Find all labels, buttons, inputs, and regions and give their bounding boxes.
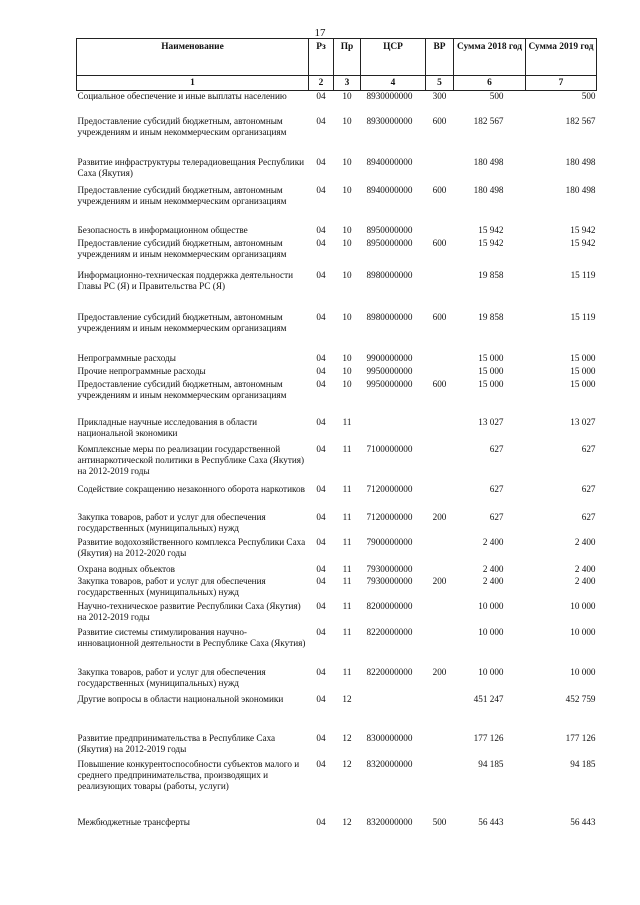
- cell-s19: 15 942: [570, 224, 596, 235]
- table-row: [77, 185, 597, 225]
- cell-name: Предоставление субсидий бюджетным, автономным учреждениям и иным некоммерческим организациям: [77, 184, 287, 206]
- cell-name: Закупка товаров, работ и услуг для обеспечения государственных (муниципальных) нужд: [77, 511, 266, 533]
- cell-pr: 11: [342, 626, 352, 637]
- cell-rz: 04: [316, 269, 326, 280]
- cell-name: Развитие инфраструктуры телерадиовещания Республики Саха (Якутия): [77, 156, 305, 178]
- cell-s19: 15 000: [570, 378, 596, 389]
- cell-pr: 12: [342, 816, 352, 827]
- cell-vr: [426, 733, 454, 759]
- header-sum-2018: Сумма 2018 год: [454, 39, 526, 76]
- cell-s19: 10 000: [570, 666, 596, 677]
- cell-s18: 180 498: [473, 156, 504, 167]
- cell-s19: 627: [581, 511, 596, 522]
- table-row: [77, 353, 597, 366]
- cell-pr: 11: [342, 536, 352, 547]
- column-number: 5: [426, 76, 454, 91]
- cell-vr: 300: [432, 91, 447, 101]
- cell-csr: 8220000000: [366, 626, 413, 637]
- cell-name: Прочие непрограммные расходы: [77, 365, 206, 376]
- cell-csr: 7900000000: [366, 536, 413, 547]
- table-row: [77, 564, 597, 576]
- cell-name: Информационно-техническая поддержка деятельности Главы РС (Я) и Правительства РС (Я): [77, 269, 294, 291]
- cell-rz: 04: [316, 115, 326, 126]
- cell-vr: 200: [432, 575, 447, 586]
- cell-vr: 200: [432, 511, 447, 522]
- cell-csr: 8950000000: [366, 224, 413, 235]
- header-pr: Пр: [334, 39, 361, 76]
- cell-rz: 04: [316, 563, 326, 574]
- cell-rz: 04: [316, 224, 326, 235]
- table-row: [77, 91, 597, 116]
- cell-s18: 451 247: [473, 693, 504, 704]
- cell-name: Предоставление субсидий бюджетным, автономным учреждениям и иным некоммерческим организациям: [77, 115, 287, 137]
- column-number-row: [77, 76, 597, 91]
- table-row: [77, 537, 597, 564]
- cell-vr: 600: [432, 184, 447, 195]
- cell-name: Другие вопросы в области национальной экономики: [77, 693, 284, 704]
- cell-pr: 12: [342, 732, 352, 743]
- cell-s18: 19 858: [478, 311, 504, 322]
- cell-csr: 7100000000: [366, 443, 413, 454]
- cell-pr: 11: [342, 511, 352, 522]
- cell-vr: 600: [432, 378, 447, 389]
- cell-vr: 500: [432, 816, 447, 827]
- cell-vr: [426, 417, 454, 444]
- table-row: [77, 759, 597, 817]
- column-number: 1: [77, 76, 309, 91]
- cell-vr: [426, 759, 454, 817]
- cell-s19: 627: [581, 483, 596, 494]
- cell-vr: [426, 564, 454, 576]
- budget-table: [76, 38, 597, 837]
- table-row: [77, 366, 597, 379]
- cell-s19: 182 567: [565, 115, 596, 126]
- cell-pr: 10: [342, 156, 352, 167]
- cell-s19: 15 942: [570, 237, 596, 248]
- cell-s18: 627: [489, 483, 504, 494]
- cell-name: Социальное обеспечение и иные выплаты населению: [77, 91, 287, 101]
- cell-pr: 10: [342, 352, 352, 363]
- cell-s18: 94 185: [478, 758, 504, 769]
- cell-rz: 04: [316, 626, 326, 637]
- cell-vr: [426, 225, 454, 238]
- cell-csr: 8940000000: [366, 156, 413, 167]
- cell-name: Повышение конкурентоспособности субъектов малого и среднего предпринимательства, производящих и реализующих товары (работы, услуги): [77, 758, 300, 791]
- cell-s18: 13 027: [478, 416, 504, 427]
- table-row: [77, 225, 597, 238]
- header-sum-2019: Сумма 2019 год: [526, 39, 597, 76]
- cell-s18: 15 942: [478, 224, 504, 235]
- cell-s19: 15 000: [570, 352, 596, 363]
- cell-rz: 04: [316, 600, 326, 611]
- column-number: 6: [454, 76, 526, 91]
- header-vr: ВР: [426, 39, 454, 76]
- cell-s19: 15 119: [570, 269, 596, 280]
- cell-pr: 10: [342, 224, 352, 235]
- cell-s18: 10 000: [478, 666, 504, 677]
- cell-csr: 8300000000: [366, 732, 413, 743]
- header-name: Наименование: [77, 39, 309, 76]
- cell-name: Развитие водохозяйственного комплекса Республики Саха (Якутия) на 2012-2020 годы: [77, 536, 306, 558]
- cell-pr: 12: [342, 693, 352, 704]
- cell-pr: 11: [342, 563, 352, 574]
- cell-csr: 8200000000: [366, 600, 413, 611]
- table-row: [77, 312, 597, 353]
- cell-pr: 11: [342, 443, 352, 454]
- cell-rz: 04: [316, 184, 326, 195]
- cell-csr: 9900000000: [366, 352, 413, 363]
- cell-name: Охрана водных объектов: [77, 563, 175, 574]
- cell-vr: [426, 627, 454, 667]
- cell-rz: 04: [316, 91, 326, 101]
- cell-rz: 04: [316, 758, 326, 769]
- cell-csr: 8980000000: [366, 311, 413, 322]
- cell-s19: 10 000: [570, 626, 596, 637]
- table-row: [77, 817, 597, 837]
- cell-s19: 10 000: [570, 600, 596, 611]
- column-number: 3: [334, 76, 361, 91]
- cell-rz: 04: [316, 352, 326, 363]
- cell-rz: 04: [316, 536, 326, 547]
- cell-s18: 15 000: [478, 365, 504, 376]
- cell-s18: 2 400: [482, 536, 504, 547]
- cell-vr: [426, 694, 454, 733]
- header-csr: ЦСР: [361, 39, 426, 76]
- cell-pr: 10: [342, 237, 352, 248]
- table-row: [77, 417, 597, 444]
- cell-rz: 04: [316, 511, 326, 522]
- cell-csr: 7930000000: [366, 575, 413, 586]
- cell-rz: 04: [316, 693, 326, 704]
- cell-pr: 10: [342, 378, 352, 389]
- cell-vr: [426, 157, 454, 185]
- table-row: [77, 444, 597, 484]
- cell-csr: 8940000000: [366, 184, 413, 195]
- table-row: [77, 157, 597, 185]
- cell-pr: 11: [342, 416, 352, 427]
- column-number: 2: [309, 76, 334, 91]
- cell-s18: 180 498: [473, 184, 504, 195]
- table-row: [77, 238, 597, 270]
- cell-s18: 56 443: [478, 816, 504, 827]
- table-row: [77, 576, 597, 601]
- cell-s18: 627: [489, 511, 504, 522]
- cell-csr: [361, 694, 426, 733]
- cell-rz: 04: [316, 416, 326, 427]
- cell-rz: 04: [316, 156, 326, 167]
- cell-name: Предоставление субсидий бюджетным, автономным учреждениям и иным некоммерческим организациям: [77, 311, 287, 333]
- table-row: [77, 512, 597, 537]
- cell-pr: 11: [342, 666, 352, 677]
- cell-s18: 2 400: [482, 563, 504, 574]
- cell-s19: 56 443: [570, 816, 596, 827]
- cell-s18: 2 400: [482, 575, 504, 586]
- cell-s19: 2 400: [574, 575, 596, 586]
- cell-pr: 11: [342, 575, 352, 586]
- cell-s18: 627: [489, 443, 504, 454]
- header-rz: Рз: [309, 39, 334, 76]
- cell-s18: 15 000: [478, 352, 504, 363]
- cell-vr: 200: [432, 666, 447, 677]
- cell-name: Закупка товаров, работ и услуг для обеспечения государственных (муниципальных) нужд: [77, 575, 266, 597]
- cell-s19: 177 126: [565, 732, 596, 743]
- page-number: 17: [314, 27, 326, 39]
- cell-s19: 627: [581, 443, 596, 454]
- cell-vr: 600: [432, 237, 447, 248]
- table-row: [77, 694, 597, 733]
- cell-s19: 2 400: [574, 536, 596, 547]
- cell-csr: 8220000000: [366, 666, 413, 677]
- cell-pr: 11: [342, 483, 352, 494]
- column-number: 4: [361, 76, 426, 91]
- cell-vr: [426, 537, 454, 564]
- cell-rz: 04: [316, 483, 326, 494]
- cell-s19: 180 498: [565, 184, 596, 195]
- cell-s18: 10 000: [478, 600, 504, 611]
- cell-pr: 10: [342, 91, 352, 101]
- cell-rz: 04: [316, 575, 326, 586]
- cell-s19: 15 119: [570, 311, 596, 322]
- cell-rz: 04: [316, 816, 326, 827]
- cell-name: Непрограммные расходы: [77, 352, 176, 363]
- cell-csr: 9950000000: [366, 378, 413, 389]
- cell-s18: 15 942: [478, 237, 504, 248]
- cell-name: Развитие системы стимулирования научно-инновационной деятельности в Республике Саха (Якутия): [77, 626, 306, 648]
- cell-name: Закупка товаров, работ и услуг для обеспечения государственных (муниципальных) нужд: [77, 666, 266, 688]
- cell-s19: 13 027: [570, 416, 596, 427]
- table-row: [77, 116, 597, 157]
- cell-pr: 10: [342, 115, 352, 126]
- cell-name: Научно-техническое развитие Республики Саха (Якутия) на 2012-2019 годы: [77, 600, 301, 622]
- cell-vr: 600: [432, 115, 447, 126]
- cell-rz: 04: [316, 237, 326, 248]
- cell-s18: 15 000: [478, 378, 504, 389]
- cell-vr: 600: [432, 311, 447, 322]
- table-row: [77, 733, 597, 759]
- cell-rz: 04: [316, 443, 326, 454]
- cell-name: Предоставление субсидий бюджетным, автономным учреждениям и иным некоммерческим организациям: [77, 237, 287, 259]
- cell-rz: 04: [316, 732, 326, 743]
- cell-vr: [426, 270, 454, 312]
- cell-vr: [426, 601, 454, 627]
- cell-name: Предоставление субсидий бюджетным, автономным учреждениям и иным некоммерческим организациям: [77, 378, 287, 400]
- cell-csr: 8980000000: [366, 269, 413, 280]
- cell-s18: 500: [489, 91, 504, 101]
- cell-name: Прикладные научные исследования в области национальной экономики: [77, 416, 257, 438]
- cell-name: Комплексные меры по реализации государственной антинаркотической политики в Республике Саха (Якутия) на 2012-2019 годы: [77, 443, 305, 476]
- cell-csr: 7930000000: [366, 563, 413, 574]
- cell-csr: 8930000000: [366, 91, 413, 101]
- cell-vr: [426, 353, 454, 366]
- table-row: [77, 270, 597, 312]
- cell-s18: 182 567: [473, 115, 504, 126]
- cell-csr: 8320000000: [366, 758, 413, 769]
- cell-rz: 04: [316, 365, 326, 376]
- cell-s19: 452 759: [565, 693, 596, 704]
- cell-s19: 15 000: [570, 365, 596, 376]
- table-row: [77, 627, 597, 667]
- cell-s19: 2 400: [574, 563, 596, 574]
- cell-pr: 10: [342, 269, 352, 280]
- table-row: [77, 667, 597, 694]
- cell-csr: 7120000000: [366, 483, 413, 494]
- cell-pr: 10: [342, 184, 352, 195]
- cell-rz: 04: [316, 378, 326, 389]
- cell-pr: 10: [342, 311, 352, 322]
- cell-name: Межбюджетные трансферты: [77, 816, 190, 827]
- cell-rz: 04: [316, 311, 326, 322]
- cell-csr: 9950000000: [366, 365, 413, 376]
- header-row: [77, 39, 597, 76]
- cell-name: Содействие сокращению незаконного оборота наркотиков: [77, 483, 305, 494]
- cell-s18: 10 000: [478, 626, 504, 637]
- cell-rz: 04: [316, 666, 326, 677]
- cell-s18: 177 126: [473, 732, 504, 743]
- table-row: [77, 484, 597, 512]
- cell-csr: [361, 417, 426, 444]
- column-number: 7: [526, 76, 597, 91]
- cell-vr: [426, 444, 454, 484]
- cell-pr: 11: [342, 600, 352, 611]
- cell-s18: 19 858: [478, 269, 504, 280]
- cell-s19: 94 185: [570, 758, 596, 769]
- cell-csr: 8320000000: [366, 816, 413, 827]
- cell-pr: 12: [342, 758, 352, 769]
- cell-csr: 8930000000: [366, 115, 413, 126]
- cell-name: Развитие предпринимательства в Республике Саха (Якутия) на 2012-2019 годы: [77, 732, 276, 754]
- cell-vr: [426, 484, 454, 512]
- cell-pr: 10: [342, 365, 352, 376]
- cell-s19: 500: [581, 91, 596, 101]
- cell-name: Безопасность в информационном обществе: [77, 224, 248, 235]
- cell-csr: 7120000000: [366, 511, 413, 522]
- cell-s19: 180 498: [565, 156, 596, 167]
- cell-csr: 8950000000: [366, 237, 413, 248]
- table-row: [77, 601, 597, 627]
- cell-vr: [426, 366, 454, 379]
- table-row: [77, 379, 597, 417]
